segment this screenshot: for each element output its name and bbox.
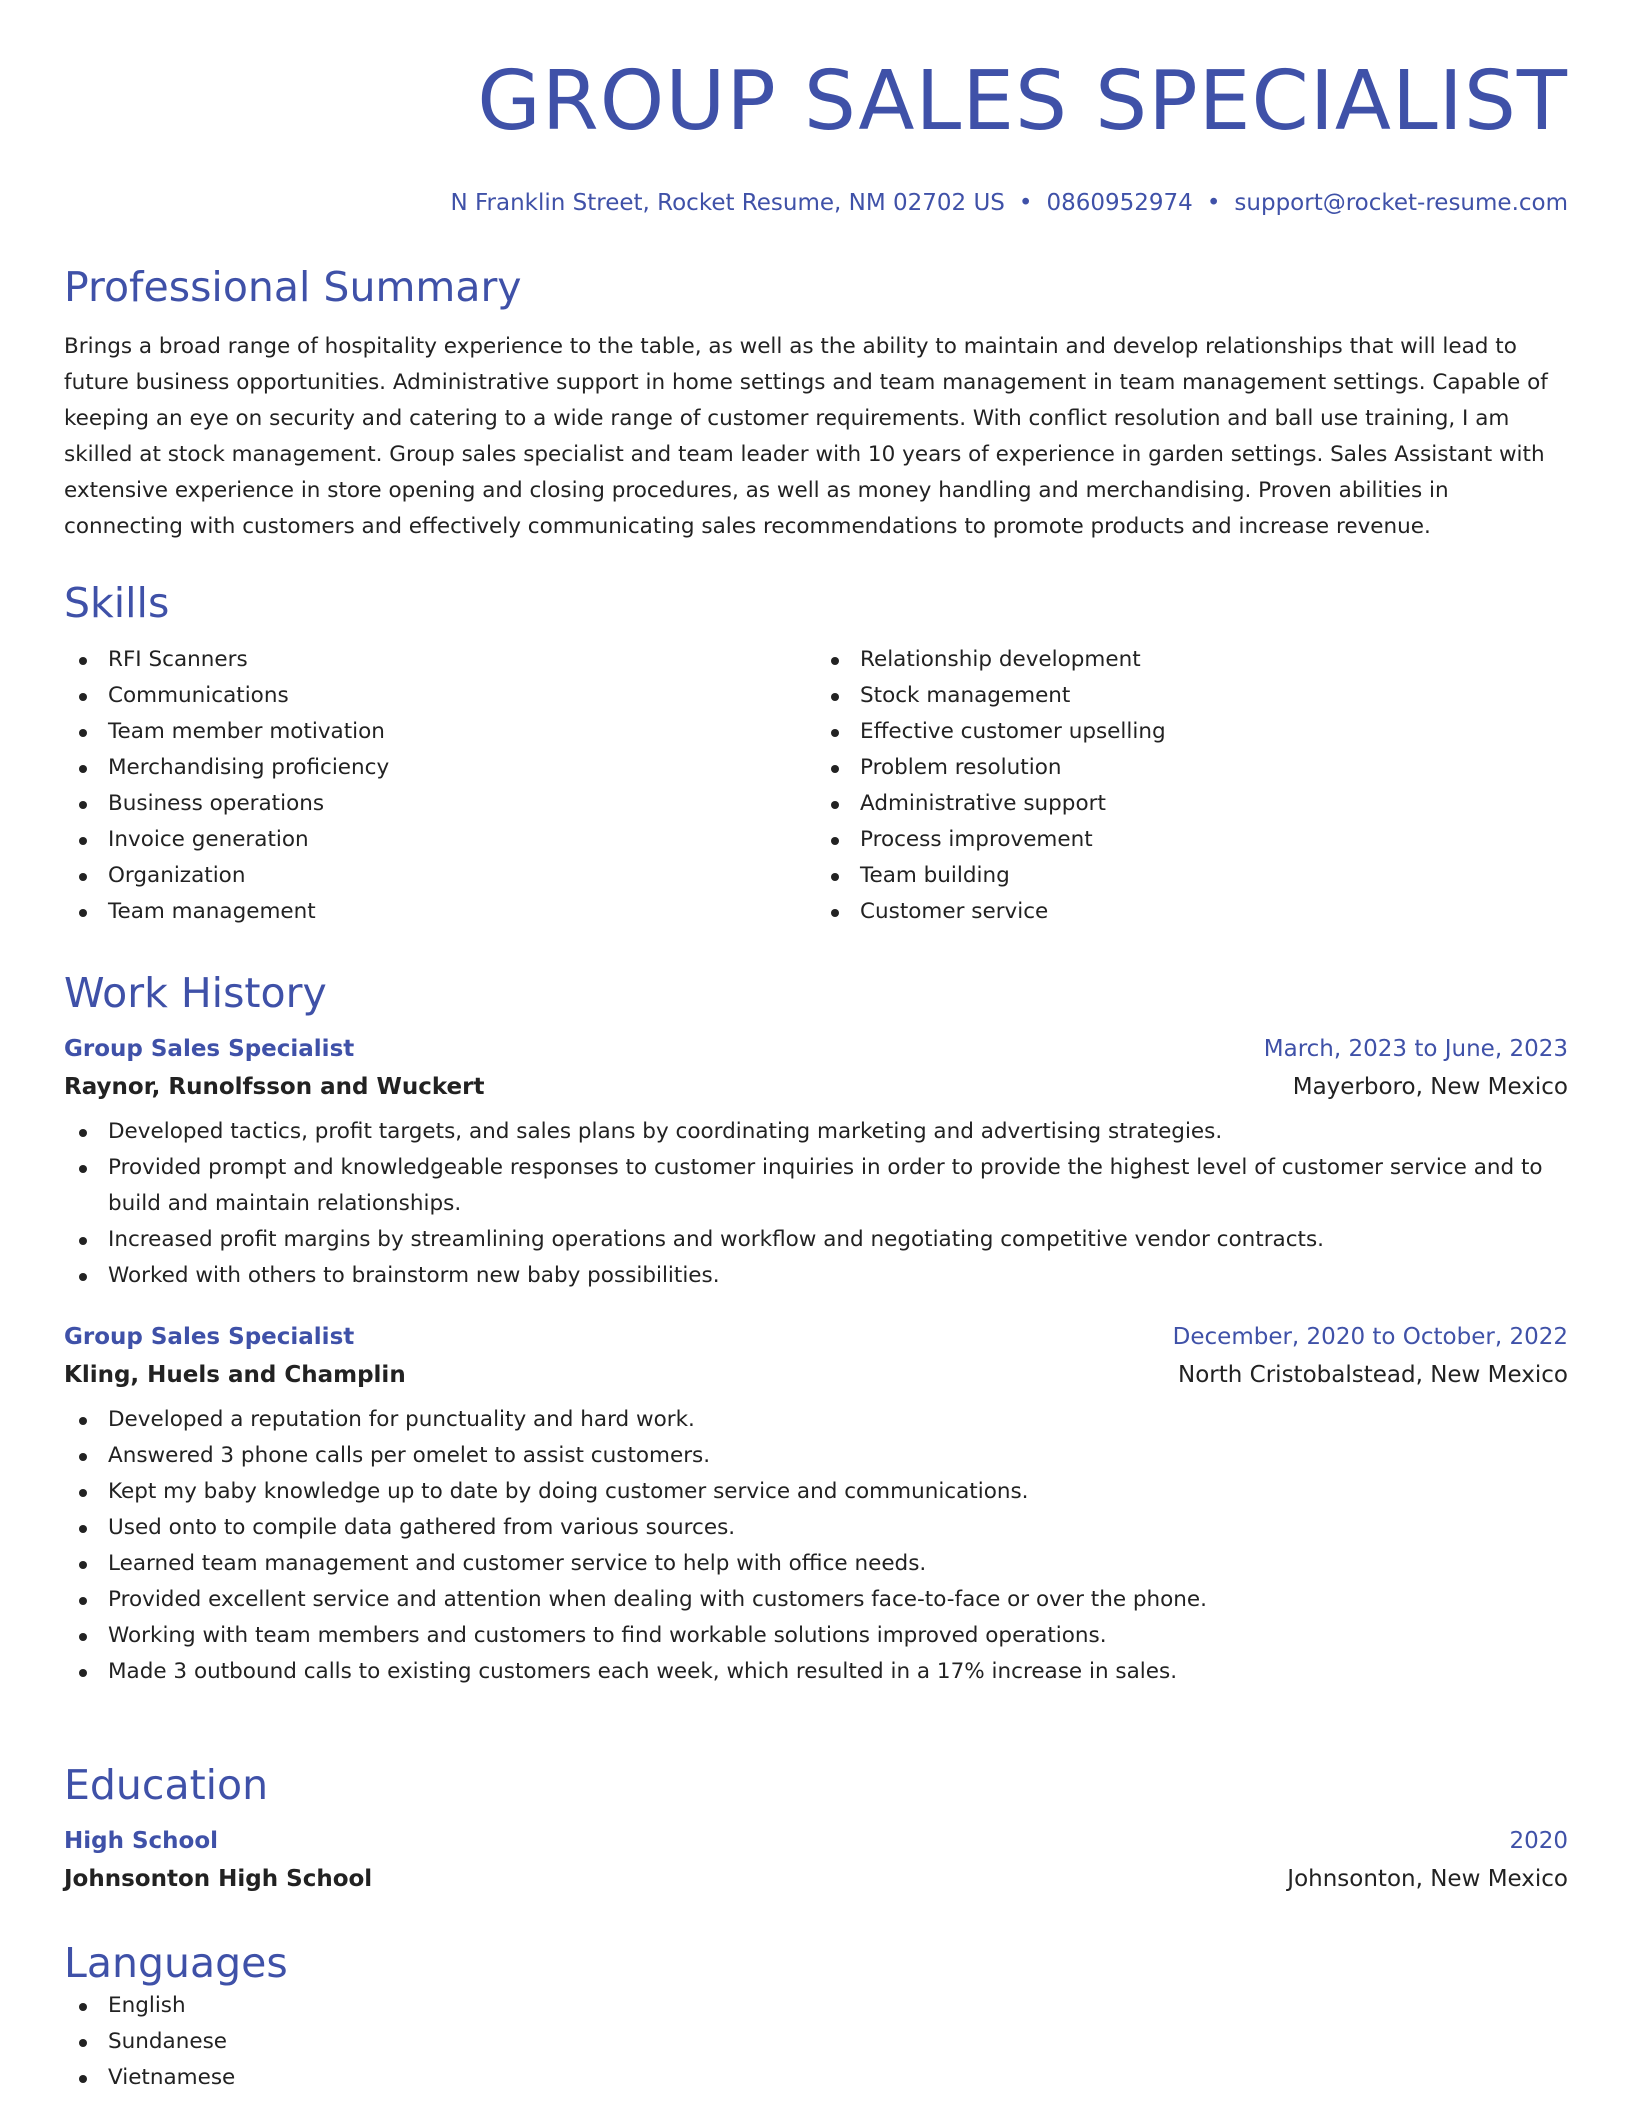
job-company: Kling, Huels and Champlin — [64, 1362, 406, 1388]
skills-list-left — [64, 642, 816, 930]
summary-section — [64, 262, 1568, 545]
job-bullet: Provided excellent service and attention when dealing with customers face-to-face or over the phone. — [64, 1582, 1568, 1618]
skill-item: Organization — [64, 858, 816, 894]
skills-columns — [64, 642, 1568, 930]
job-bullet: Working with team members and customers to find workable solutions improved operations. — [64, 1618, 1568, 1654]
skill-item: Administrative support — [816, 786, 1568, 822]
job-bullet: Developed a reputation for punctuality and hard work. — [64, 1402, 1568, 1438]
job-role: Group Sales Specialist — [64, 1324, 355, 1350]
skill-item: Team member motivation — [64, 714, 816, 750]
education-heading: Education — [64, 1761, 269, 1809]
education-school: Johnsonton High School — [64, 1866, 373, 1892]
job-subheader — [64, 1362, 1568, 1388]
skill-item: Business operations — [64, 786, 816, 822]
education-section — [64, 1760, 1568, 1892]
skill-item: Process improvement — [816, 822, 1568, 858]
job-bullets — [64, 1114, 1568, 1294]
skill-item: Customer service — [816, 894, 1568, 930]
job-entry — [64, 1036, 1568, 1294]
skills-heading: Skills — [64, 579, 170, 627]
language-item: English — [64, 1988, 1568, 2024]
job-header — [64, 1324, 1568, 1350]
resume-header — [64, 0, 1568, 216]
summary-text: Brings a broad range of hospitality experience to the table, as well as the ability to maintain and develop relationships that will lead to future business opportunities. Administrative support in home settings and team management in team management settings. Capable of keeping an eye on security and catering to a wide range of customer requirements. With conflict resolution and ball use training, I am skilled at stock management. Group sales specialist and team leader with 10 years of experience in garden settings. Sales Assistant with extensive experience in store opening and closing procedures, as well as money handling and merchandising. Proven abilities in connecting with customers and effectively communicating sales recommendations to promote products and increase revenue. — [64, 334, 1548, 539]
skill-item: Team building — [816, 858, 1568, 894]
skills-list-right — [816, 642, 1568, 930]
job-bullet: Used onto to compile data gathered from various sources. — [64, 1510, 1568, 1546]
skill-item: Stock management — [816, 678, 1568, 714]
education-subheader — [64, 1866, 1568, 1892]
job-bullets — [64, 1402, 1568, 1690]
skill-item: Team management — [64, 894, 816, 930]
languages-list — [64, 1988, 1568, 2096]
education-degree: High School — [64, 1828, 219, 1854]
contact-email[interactable]: support@rocket-resume.com — [1234, 190, 1568, 216]
job-bullet: Learned team management and customer service to help with office needs. — [64, 1546, 1568, 1582]
languages-heading: Languages — [64, 1939, 288, 1987]
job-entry — [64, 1324, 1568, 1690]
job-role: Group Sales Specialist — [64, 1036, 355, 1062]
job-bullet: Kept my baby knowledge up to date by doing customer service and communications. — [64, 1474, 1568, 1510]
work-history-section — [64, 968, 1568, 1690]
job-location: Mayerboro, New Mexico — [1292, 1074, 1568, 1100]
job-bullet: Provided prompt and knowledgeable responses to customer inquiries in order to provide the highest level of customer service and to build and maintain relationships. — [64, 1150, 1568, 1222]
skill-item: Merchandising proficiency — [64, 750, 816, 786]
contact-address: N Franklin Street, Rocket Resume, NM 02702 US — [450, 190, 1005, 216]
job-company: Raynor, Runolfsson and Wuckert — [64, 1074, 485, 1100]
skills-section — [64, 578, 1568, 930]
job-subheader — [64, 1074, 1568, 1100]
job-header — [64, 1036, 1568, 1062]
education-header — [64, 1828, 1568, 1854]
job-bullet: Made 3 outbound calls to existing customers each week, which resulted in a 17% increase in sales. — [64, 1654, 1568, 1690]
contact-line — [64, 190, 1568, 216]
skill-item: Relationship development — [816, 642, 1568, 678]
language-item: Vietnamese — [64, 2060, 1568, 2096]
job-bullet: Answered 3 phone calls per omelet to assist customers. — [64, 1438, 1568, 1474]
job-bullet: Developed tactics, profit targets, and sales plans by coordinating marketing and advertising strategies. — [64, 1114, 1568, 1150]
job-bullet: Increased profit margins by streamlining operations and workflow and negotiating competitive vendor contracts. — [64, 1222, 1568, 1258]
contact-separator: • — [1018, 190, 1033, 216]
page-title: GROUP SALES SPECIALIST — [477, 54, 1568, 149]
skill-item: Invoice generation — [64, 822, 816, 858]
skill-item: Problem resolution — [816, 750, 1568, 786]
job-dates: March, 2023 to June, 2023 — [1263, 1036, 1568, 1062]
job-bullet: Worked with others to brainstorm new baby possibilities. — [64, 1258, 1568, 1294]
skill-item: RFI Scanners — [64, 642, 816, 678]
job-location: North Cristobalstead, New Mexico — [1178, 1362, 1568, 1388]
language-item: Sundanese — [64, 2024, 1568, 2060]
skill-item: Effective customer upselling — [816, 714, 1568, 750]
education-location: Johnsonton, New Mexico — [1287, 1866, 1568, 1892]
contact-separator: • — [1206, 190, 1221, 216]
education-entry — [64, 1828, 1568, 1892]
skill-item: Communications — [64, 678, 816, 714]
languages-section — [64, 1938, 1568, 2096]
job-dates: December, 2020 to October, 2022 — [1172, 1324, 1568, 1350]
summary-heading: Professional Summary — [64, 263, 522, 311]
education-year: 2020 — [1509, 1828, 1568, 1854]
contact-phone: 0860952974 — [1046, 190, 1193, 216]
work-history-heading: Work History — [64, 969, 327, 1017]
